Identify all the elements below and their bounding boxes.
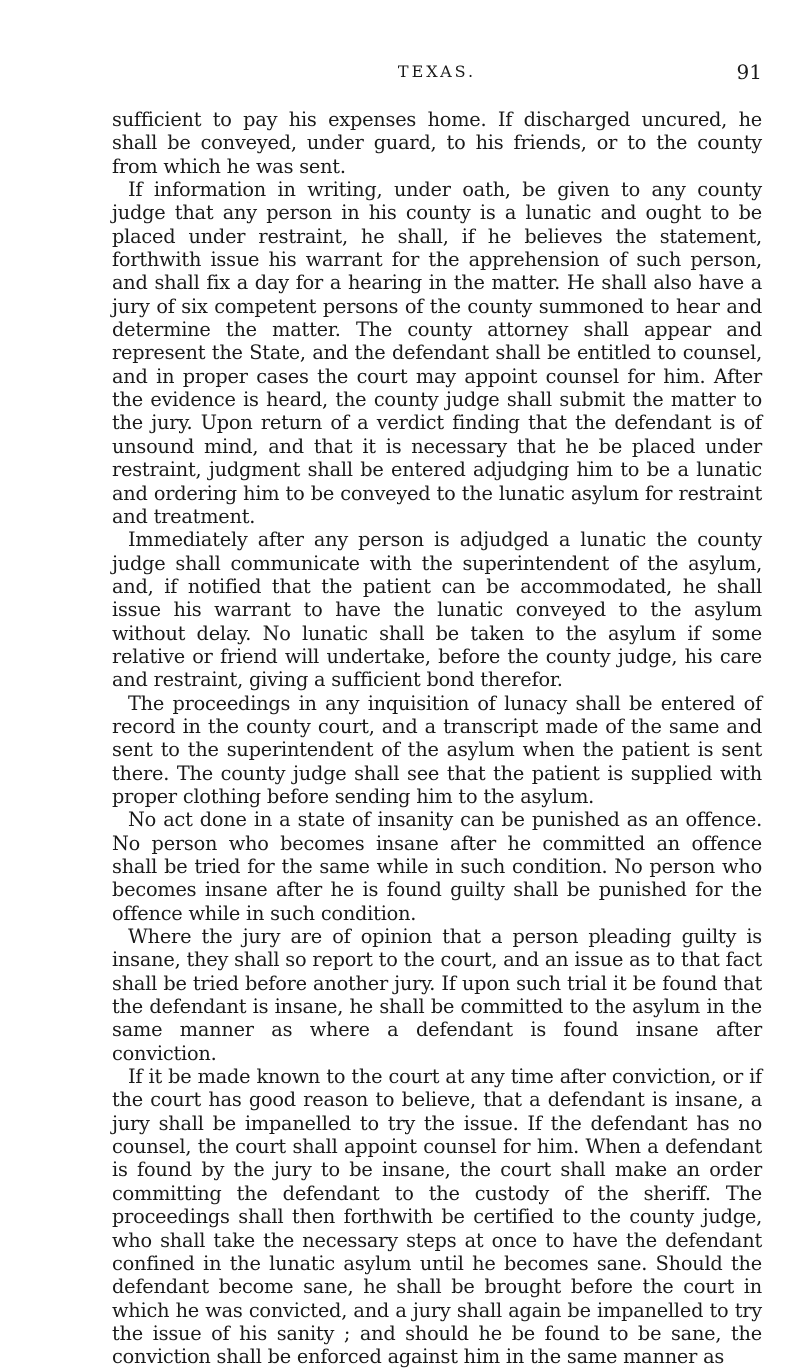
paragraph: sufficient to pay his expenses home. If discharged uncured, he shall be conveyed, under guard, to his friends, or to the county from which he was sent.: [112, 108, 762, 178]
paragraph: The proceedings in any inquisition of lunacy shall be entered of record in the county court, and a transcript made of the same and sent to the superintendent of the asylum when the patient is sent there. The county judge shall see that the patient is supplied with proper clothing before sending him to the asylum.: [112, 691, 762, 808]
body-text: [112, 108, 762, 1369]
paragraph: If information in writing, under oath, be given to any county judge that any person in his county is a lunatic and ought to be placed under restraint, he shall, if he believes the statement, forthwith issue his warrant for the apprehension of such person, and shall fix a day for a hearing in the matter. He shall also have a jury of six competent persons of the county summoned to hear and determine the matter. The county attorney shall appear and represent the State, and the defendant shall be entitled to counsel, and in proper cases the court may appoint counsel for him. After the evidence is heard, the county judge shall submit the matter to the jury. Upon return of a verdict finding that the defendant is of unsound mind, and that it is necessary that he be placed under restraint, judgment shall be entered adjudging him to be a lunatic and ordering him to be conveyed to the lunatic asylum for restraint and treatment.: [112, 178, 762, 528]
paragraph: If it be made known to the court at any time after conviction, or if the court has good reason to believe, that a defendant is insane, a jury shall be impanelled to try the issue. If the defendant has no counsel, the court shall appoint counsel for him. When a defendant is found by the jury to be insane, the court shall make an order committing the defendant to the custody of the sheriff. The proceedings shall then forthwith be certified to the county judge, who shall take the necessary steps at once to have the defendant confined in the lunatic asylum until he becomes sane. Should the defendant become sane, he shall be brought before the court in which he was convicted, and a jury shall again be impanelled to try the issue of his sanity ; and should he be found to be sane, the conviction shall be enforced against him in the same manner as: [112, 1065, 762, 1369]
running-head: [112, 60, 762, 84]
running-title: TEXAS.: [397, 62, 477, 81]
paragraph: No act done in a state of insanity can be punished as an offence. No person who becomes insane after he committed an offence shall be tried for the same while in such condition. No person who becomes insane after he is found guilty shall be punished for the offence while in such condition.: [112, 808, 762, 925]
paragraph: Immediately after any person is adjudged a lunatic the county judge shall communicate with the superintendent of the asylum, and, if notified that the patient can be accommodated, he shall issue his warrant to have the lunatic conveyed to the asylum without delay. No lunatic shall be taken to the asylum if some relative or friend will undertake, before the county judge, his care and restraint, giving a sufficient bond therefor.: [112, 528, 762, 692]
page-number: 91: [736, 60, 762, 84]
paragraph: Where the jury are of opinion that a person pleading guilty is insane, they shall so report to the court, and an issue as to that fact shall be tried before another jury. If upon such trial it be found that the defendant is insane, he shall be committed to the asylum in the same manner as where a defendant is found insane after conviction.: [112, 925, 762, 1065]
